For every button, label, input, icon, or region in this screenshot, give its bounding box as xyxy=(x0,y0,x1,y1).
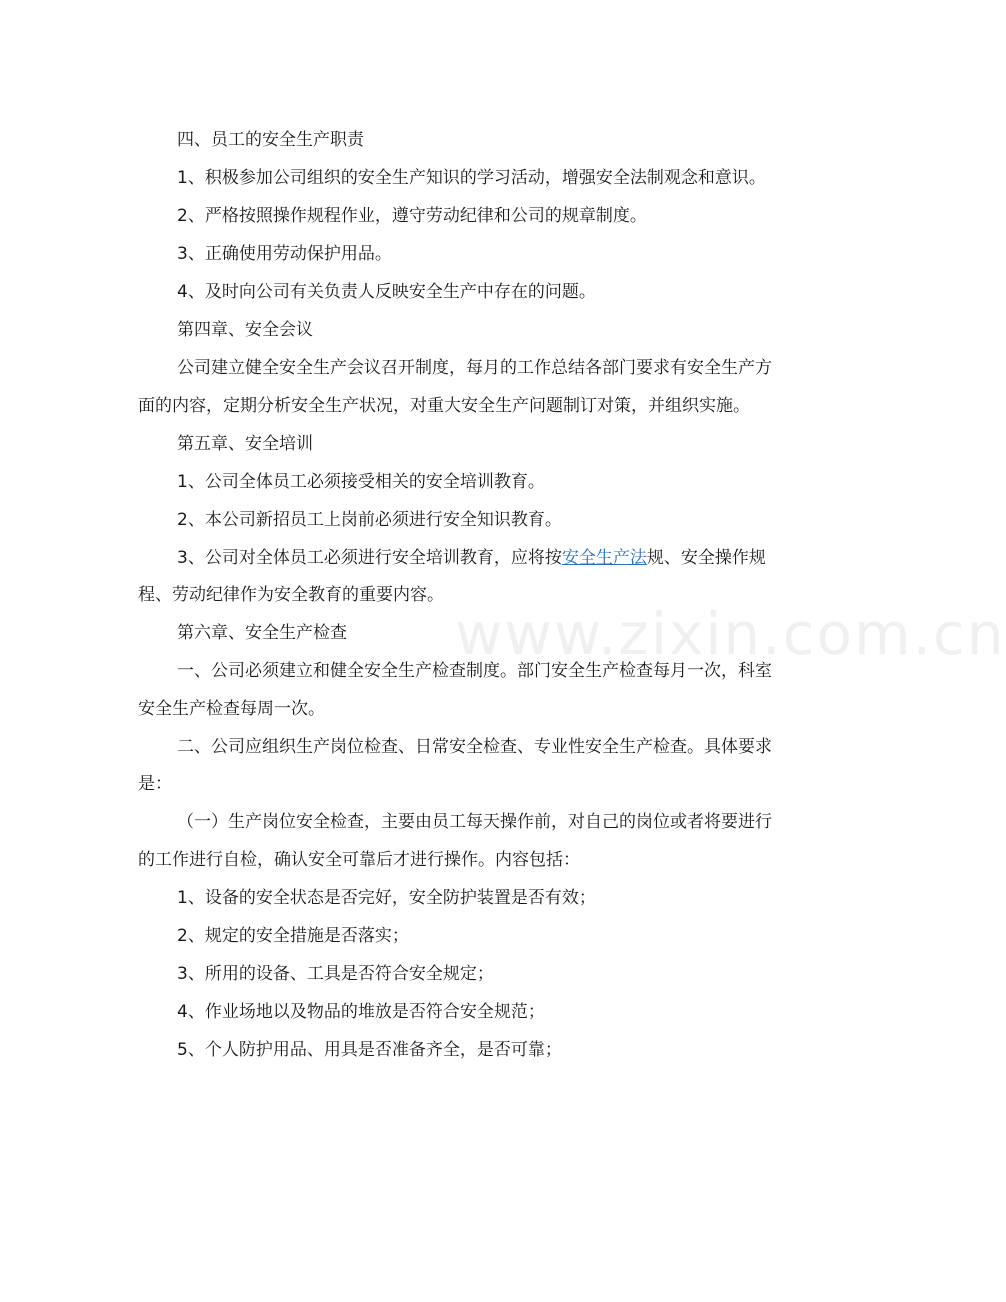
list-item-text: 规、安全操作规程、劳动纪律作为安全教育的重要内容。 xyxy=(138,547,766,605)
list-item: 5、个人防护用品、用具是否准备齐全，是否可靠； xyxy=(177,1039,562,1060)
chapter-heading: 第六章、安全生产检查 xyxy=(177,623,347,643)
list-item: 1、公司全体员工必须接受相关的安全培训教育。 xyxy=(177,471,545,492)
list-item: 2、严格按照操作规程作业，遵守劳动纪律和公司的规章制度。 xyxy=(177,206,647,226)
body-paragraph: 公司建立健全安全生产会议召开制度，每月的工作总结各部门要求有安全生产方面的内容，定期分析安全生产状况，对重大安全生产问题制订对策，并组织实施。 xyxy=(138,358,772,416)
list-item: 3、正确使用劳动保护用品。 xyxy=(177,244,392,264)
chapter-heading: 第五章、安全培训 xyxy=(177,433,313,454)
list-item: 4、及时向公司有关负责人反映安全生产中存在的问题。 xyxy=(177,282,596,302)
list-item-with-link xyxy=(138,540,788,615)
watermark: www.zixin.com.cn xyxy=(455,600,1006,668)
list-item: 2、本公司新招员工上岗前必须进行安全知识教育。 xyxy=(177,509,562,530)
body-paragraph: 一、公司必须建立和健全安全生产检查制度。部门安全生产检查每月一次，科室安全生产检查每周一次。 xyxy=(138,661,772,719)
body-paragraph: （一）生产岗位安全检查，主要由员工每天操作前，对自己的岗位或者将要进行的工作进行自检，确认安全可靠后才进行操作。内容包括： xyxy=(138,812,772,870)
list-item: 4、作业场地以及物品的堆放是否符合安全规范； xyxy=(177,1001,545,1022)
document-body xyxy=(138,122,788,1069)
chapter-heading: 第四章、安全会议 xyxy=(177,320,313,340)
list-item: 1、设备的安全状态是否完好，安全防护装置是否有效； xyxy=(177,887,596,908)
list-item: 2、规定的安全措施是否落实； xyxy=(177,925,409,946)
list-item: 1、积极参加公司组织的安全生产知识的学习活动，增强安全法制观念和意识。 xyxy=(177,168,766,188)
safety-law-link[interactable]: 安全生产法 xyxy=(561,547,647,568)
list-item: 3、所用的设备、工具是否符合安全规定； xyxy=(177,963,494,984)
section-heading: 四、员工的安全生产职责 xyxy=(177,130,364,150)
list-item-text: 3、公司对全体员工必须进行安全培训教育，应将按 xyxy=(177,547,562,568)
body-paragraph: 二、公司应组织生产岗位检查、日常安全检查、专业性安全生产检查。具体要求是： xyxy=(138,736,772,794)
